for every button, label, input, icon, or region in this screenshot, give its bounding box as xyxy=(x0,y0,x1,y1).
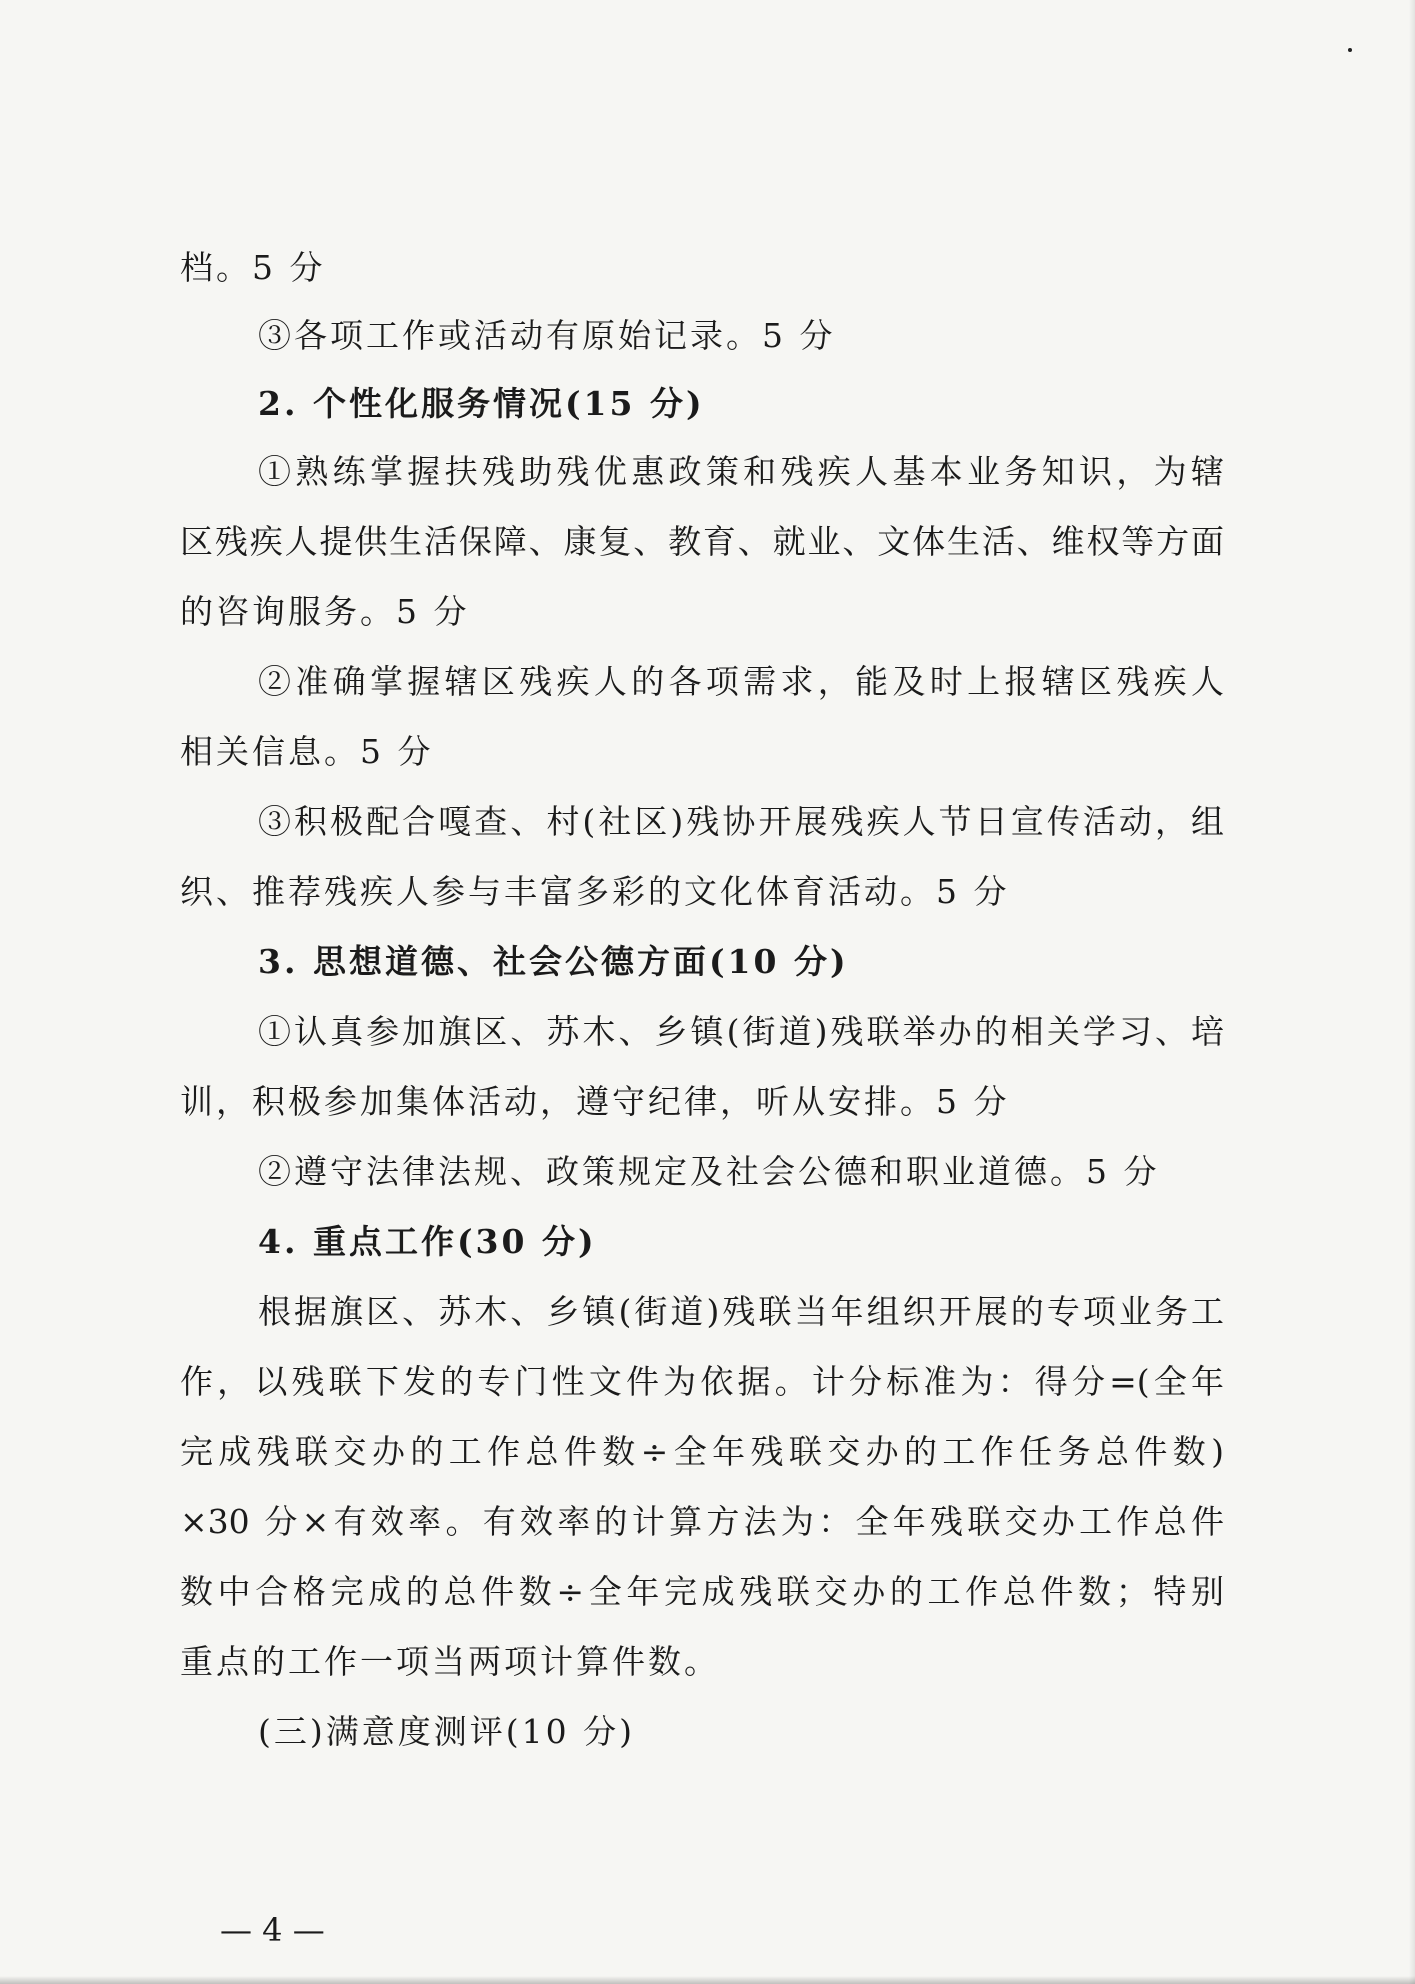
text-line: ①熟练掌握扶残助残优惠政策和残疾人基本业务知识，为辖 xyxy=(258,452,1224,491)
text-line: ×30 分×有效率。有效率的计算方法为：全年残联交办工作总件 xyxy=(180,1502,1224,1541)
section-heading: 4. 重点工作(30 分) xyxy=(258,1222,597,1261)
text-line: 织、推荐残疾人参与丰富多彩的文化体育活动。5 分 xyxy=(180,872,1010,911)
text-line: ①认真参加旗区、苏木、乡镇(街道)残联举办的相关学习、培 xyxy=(258,1012,1224,1051)
text-line: ②遵守法律法规、政策规定及社会公德和职业道德。5 分 xyxy=(258,1152,1160,1191)
text-line: 根据旗区、苏木、乡镇(街道)残联当年组织开展的专项业务工 xyxy=(258,1292,1224,1331)
scan-edge-bottom xyxy=(0,1976,1415,1984)
page-number: — 4 — xyxy=(220,1911,325,1949)
subsection-heading: (三)满意度测评(10 分) xyxy=(258,1712,635,1751)
text-line: 相关信息。5 分 xyxy=(180,732,434,771)
text-line: 区残疾人提供生活保障、康复、教育、就业、文体生活、维权等方面 xyxy=(180,522,1224,561)
section-heading: 3. 思想道德、社会公德方面(10 分) xyxy=(258,942,849,981)
text-line: 档。5 分 xyxy=(180,248,326,287)
section-heading: 2. 个性化服务情况(15 分) xyxy=(258,384,705,423)
text-line: 作，以残联下发的专门性文件为依据。计分标准为：得分=(全年 xyxy=(180,1362,1224,1401)
text-line: 数中合格完成的总件数÷全年完成残联交办的工作总件数；特别 xyxy=(180,1572,1224,1611)
text-line: ②准确掌握辖区残疾人的各项需求，能及时上报辖区残疾人 xyxy=(258,662,1224,701)
scan-edge-right xyxy=(1409,0,1415,1984)
text-line: 的咨询服务。5 分 xyxy=(180,592,470,631)
text-line: ③积极配合嘎查、村(社区)残协开展残疾人节日宣传活动，组 xyxy=(258,802,1224,841)
text-line: 完成残联交办的工作总件数÷全年残联交办的工作任务总件数) xyxy=(180,1432,1224,1471)
text-line: 重点的工作一项当两项计算件数。 xyxy=(180,1642,720,1681)
scan-speck xyxy=(1348,48,1352,52)
text-line: ③各项工作或活动有原始记录。5 分 xyxy=(258,316,836,355)
text-line: 训，积极参加集体活动，遵守纪律，听从安排。5 分 xyxy=(180,1082,1010,1121)
